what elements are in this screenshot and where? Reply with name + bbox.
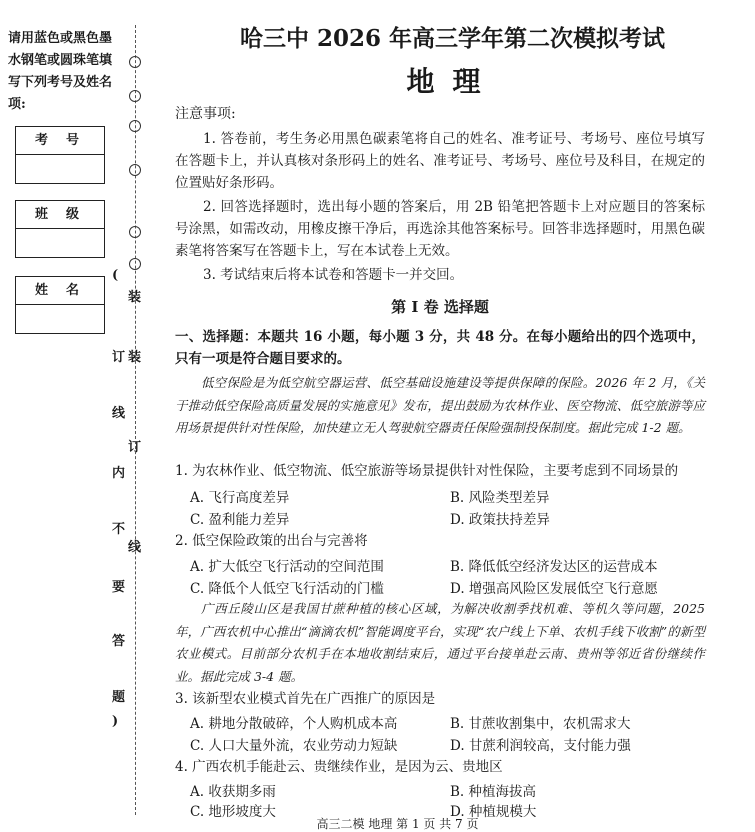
- material-passage: 低空保险是为低空航空器运营、低空基础设施建设等提供保障的保险。2026 年 2 月，《关于推动低空保险高质量发展的实施意见》发布，提出鼓励为农林作业、医空物流、低空旅游等应用场景提供针对性保险，加快建立无人驾驶航空器责任保险强制投保制度。据此完成 1-2 题。: [175, 375, 705, 435]
- notice-heading: 注意事项:: [175, 106, 236, 122]
- material-passage: 广西丘陵山区是我国甘蔗种植的核心区域，为解决收割季找机难、等机久等问题，2025 年，广西农机中心推出“滴滴农机”智能调度平台，实现“农户线上下单、农机手线下收割”的新型农业模式。目前部分农机手在本地收割结束后，通过平台接单赴云南、贵州等邻近省份继续作业。据此完成 3-4 题。: [175, 601, 705, 684]
- class-field[interactable]: [16, 229, 104, 257]
- instruction-line: 写下列考号及姓名: [8, 75, 113, 90]
- page-footer: 高三二模 地理 第 1 页 共 7 页: [316, 817, 479, 831]
- option-b[interactable]: B. 风险类型差异: [450, 490, 550, 506]
- binding-hole: [129, 120, 141, 132]
- binding-char: 订: [112, 350, 126, 365]
- binding-char: 答: [112, 634, 126, 649]
- exam-number-field[interactable]: [16, 155, 104, 183]
- binding-char: 线: [128, 540, 142, 555]
- binding-hole: [129, 226, 141, 238]
- option-c[interactable]: C. 盈利能力差异: [190, 512, 290, 528]
- option-b[interactable]: B. 种植海拔高: [450, 784, 537, 800]
- option-c[interactable]: C. 地形坡度大: [190, 804, 276, 820]
- notice-item: 2. 回答选择题时，选出每小题的答案后，用 2B 铅笔把答题卡上对应题目的答案标号涂黑，如需改动，用橡皮擦干净后，再选涂其他答案标号。回答非选择题时，用黑色碳素笔将答案写在答题卡上，写在本试卷上无效。: [175, 199, 705, 259]
- option-d[interactable]: D. 增强高风险区发展低空飞行意愿: [450, 581, 658, 597]
- binding-char: 内: [112, 466, 126, 481]
- exam-number-box[interactable]: [15, 126, 105, 184]
- binding-char: 要: [112, 580, 126, 595]
- option-d[interactable]: D. 种植规模大: [450, 804, 537, 820]
- question-stem: 4. 广西农机手能赴云、贵继续作业，是因为云、贵地区: [175, 759, 503, 775]
- binding-line: [135, 25, 136, 815]
- binding-char: 线: [112, 406, 126, 421]
- binding-char: ): [112, 714, 119, 729]
- exam-number-label: 考号: [16, 127, 104, 155]
- option-b[interactable]: B. 降低低空经济发达区的运营成本: [450, 559, 658, 575]
- binding-hole: [129, 258, 141, 270]
- instruction-line: 项:: [8, 97, 26, 112]
- class-box[interactable]: [15, 200, 105, 258]
- binding-hole: [129, 164, 141, 176]
- subject-title: 地理: [406, 65, 499, 98]
- notice-item: 3. 考试结束后将本试卷和答题卡一并交回。: [203, 267, 464, 283]
- binding-char: 题: [112, 690, 126, 705]
- binding-char: 不: [112, 522, 126, 537]
- question-stem: 1. 为农林作业、低空物流、低空旅游等场景提供针对性保险，主要考虑到不同场景的: [175, 463, 679, 479]
- binding-char: 装: [128, 290, 142, 305]
- option-a[interactable]: A. 耕地分散破碎，个人购机成本高: [190, 716, 398, 732]
- notice-item: 1. 答卷前，考生务必用黑色碳素笔将自己的姓名、准考证号、考场号、座位号填写在答题卡上，并认真核对条形码上的姓名、准考证号、考场号、座位号及科目，在规定的位置贴好条形码。: [175, 131, 705, 191]
- name-box[interactable]: [15, 276, 105, 334]
- question-stem: 2. 低空保险政策的出台与完善将: [175, 533, 368, 549]
- section-intro: 一、选择题：本题共 16 小题，每小题 3 分，共 48 分。在每小题给出的四个选项中，只有一项是符合题目要求的。: [175, 329, 705, 367]
- name-label: 姓名: [16, 277, 104, 305]
- binding-char: 订: [128, 440, 142, 455]
- option-c[interactable]: C. 人口大量外流，农业劳动力短缺: [190, 738, 398, 754]
- binding-char: 装: [128, 350, 142, 365]
- exam-title: 哈三中 2026 年高三学年第二次模拟考试: [239, 25, 666, 52]
- question-stem: 3. 该新型农业模式首先在广西推广的原因是: [175, 691, 436, 707]
- section-title: 第 I 卷 选择题: [391, 298, 489, 316]
- name-field[interactable]: [16, 305, 104, 333]
- option-c[interactable]: C. 降低个人低空飞行活动的门槛: [190, 581, 384, 597]
- option-d[interactable]: D. 政策扶持差异: [450, 512, 550, 528]
- option-d[interactable]: D. 甘蔗利润较高，支付能力强: [450, 738, 631, 754]
- binding-char: (: [112, 268, 119, 283]
- class-label: 班级: [16, 201, 104, 229]
- instruction-line: 请用蓝色或黑色墨: [8, 31, 113, 46]
- option-a[interactable]: A. 收获期多雨: [190, 784, 276, 800]
- instruction-line: 水钢笔或圆珠笔填: [8, 53, 113, 68]
- option-a[interactable]: A. 飞行高度差异: [190, 490, 290, 506]
- option-b[interactable]: B. 甘蔗收割集中，农机需求大: [450, 716, 631, 732]
- option-a[interactable]: A. 扩大低空飞行活动的空间范围: [190, 559, 384, 575]
